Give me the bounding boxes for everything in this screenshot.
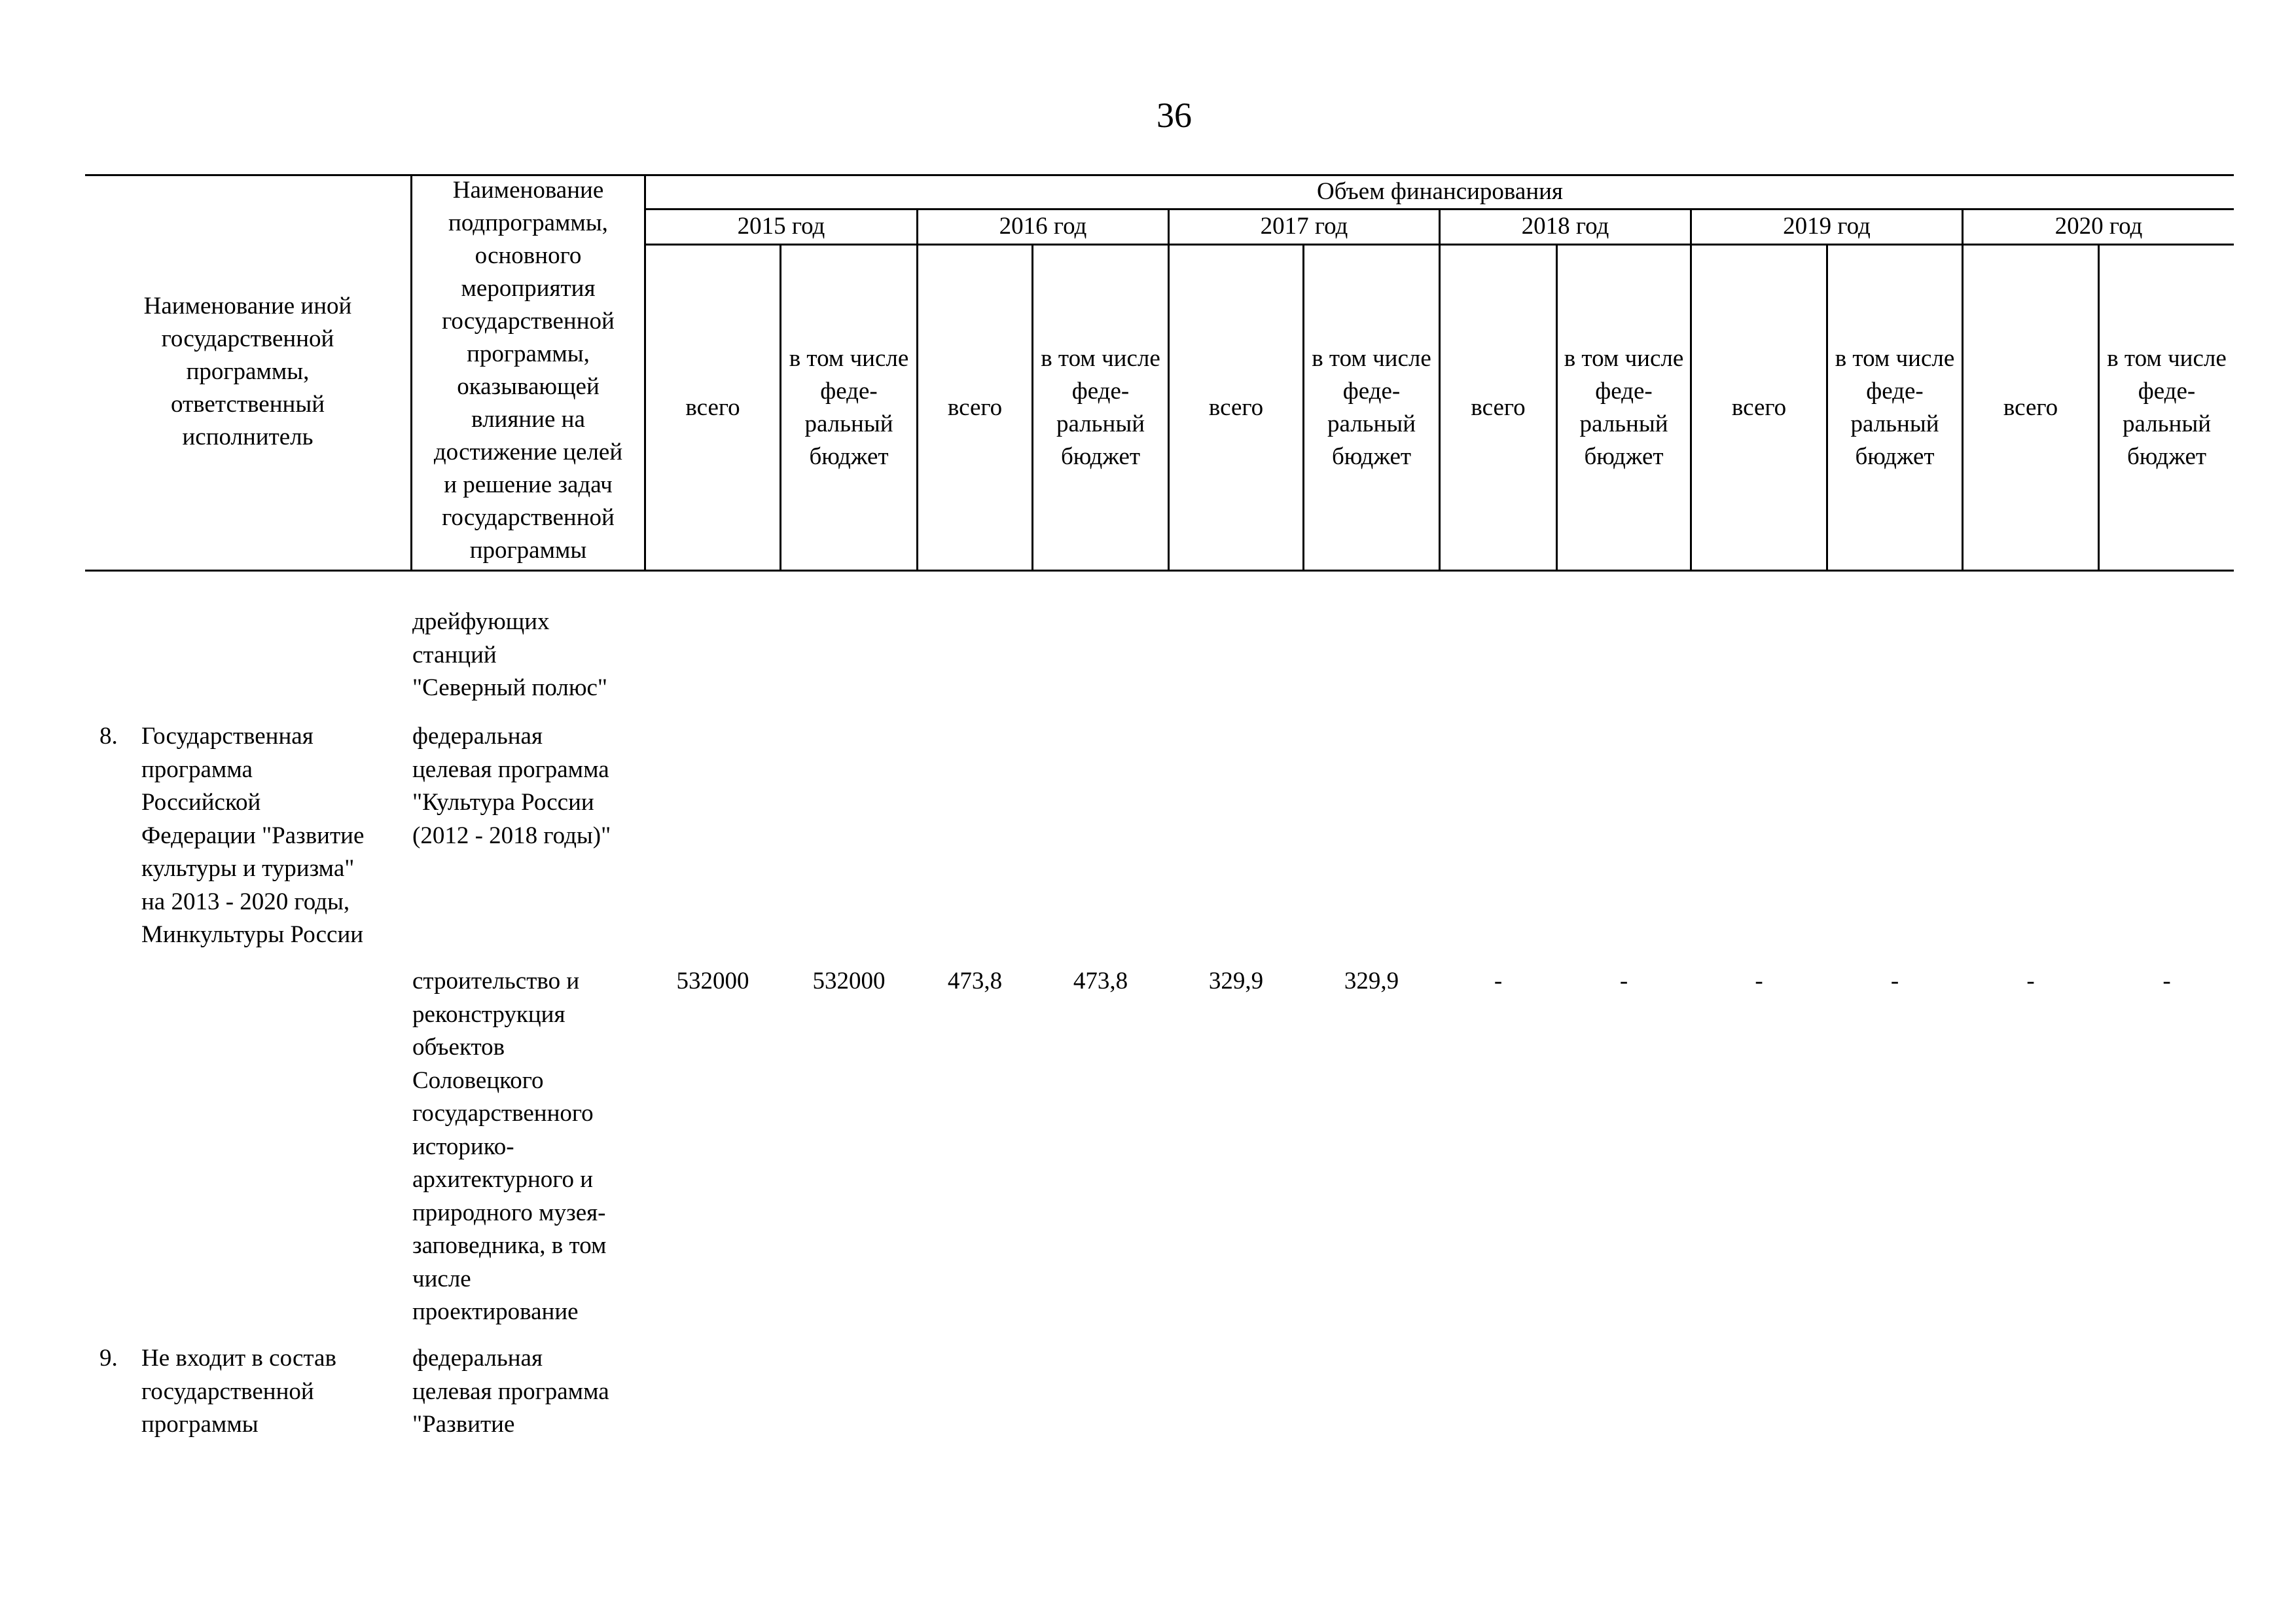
header-total: всего xyxy=(2003,393,2058,421)
value-2016-total: 473,8 xyxy=(947,968,1003,994)
header-federal: в том числе феде- ральный бюджет xyxy=(1312,344,1431,470)
header-year-2019: 2019 год xyxy=(1783,213,1871,240)
value-2020-total: - xyxy=(2026,968,2035,994)
header-year-2017: 2017 год xyxy=(1260,213,1348,240)
header-federal: в том числе феде- ральный бюджет xyxy=(1041,344,1160,470)
value-2019-total: - xyxy=(1755,968,1763,994)
row-number: 9. xyxy=(99,1345,118,1372)
header-total: всего xyxy=(947,393,1003,421)
page-number: 36 xyxy=(1157,96,1192,135)
header-financing: Объем финансирования xyxy=(1317,178,1563,205)
header-federal: в том числе феде- ральный бюджет xyxy=(1835,344,1955,470)
header-subprogram-name: Наименование подпрограммы, основного мероприятия государственной программы, оказывающей влияние на достижение целей и решение задач государственной программы xyxy=(433,177,623,564)
value-2018-total: - xyxy=(1494,968,1503,994)
header-total: всего xyxy=(685,393,740,421)
row-subprogram: дрейфующих станций "Северный полюс" xyxy=(412,608,607,701)
row-number: 8. xyxy=(99,723,118,750)
header-year-2015: 2015 год xyxy=(737,213,825,240)
value-2017-federal: 329,9 xyxy=(1344,968,1399,994)
header-federal: в том числе феде- ральный бюджет xyxy=(1564,344,1684,470)
row-subprogram: федеральная целевая программа "Развитие xyxy=(412,1345,609,1438)
value-2019-federal: - xyxy=(1890,968,1899,994)
header-total: всего xyxy=(1471,393,1526,421)
row-subprogram: строительство и реконструкция объектов Соловецкого государственного историко- архитектурного и природного музея- заповедника, в том числе проектирование xyxy=(412,968,607,1325)
header-program-name: Наименование иной государственной программы, ответственный исполнитель xyxy=(143,293,352,450)
header-total: всего xyxy=(1731,393,1787,421)
value-2017-total: 329,9 xyxy=(1208,968,1264,994)
header-year-2020: 2020 год xyxy=(2054,213,2143,240)
header-year-2018: 2018 год xyxy=(1521,213,1609,240)
value-2020-federal: - xyxy=(2162,968,2171,994)
header-year-2016: 2016 год xyxy=(999,213,1087,240)
value-2016-federal: 473,8 xyxy=(1073,968,1128,994)
row-program: Государственная программа Российской Федерации "Развитие культуры и туризма" на 2013 - 2020 годы, Минкультуры России xyxy=(141,723,365,948)
value-2018-federal: - xyxy=(1619,968,1628,994)
header-federal: в том числе феде- ральный бюджет xyxy=(789,344,909,470)
value-2015-total: 532000 xyxy=(676,968,749,994)
value-2015-federal: 532000 xyxy=(812,968,886,994)
header-federal: в том числе феде- ральный бюджет xyxy=(2107,344,2227,470)
row-program: Не входит в состав государственной программы xyxy=(141,1345,336,1438)
row-subprogram: федеральная целевая программа "Культура России (2012 - 2018 годы)" xyxy=(412,723,611,849)
header-total: всего xyxy=(1208,393,1264,421)
